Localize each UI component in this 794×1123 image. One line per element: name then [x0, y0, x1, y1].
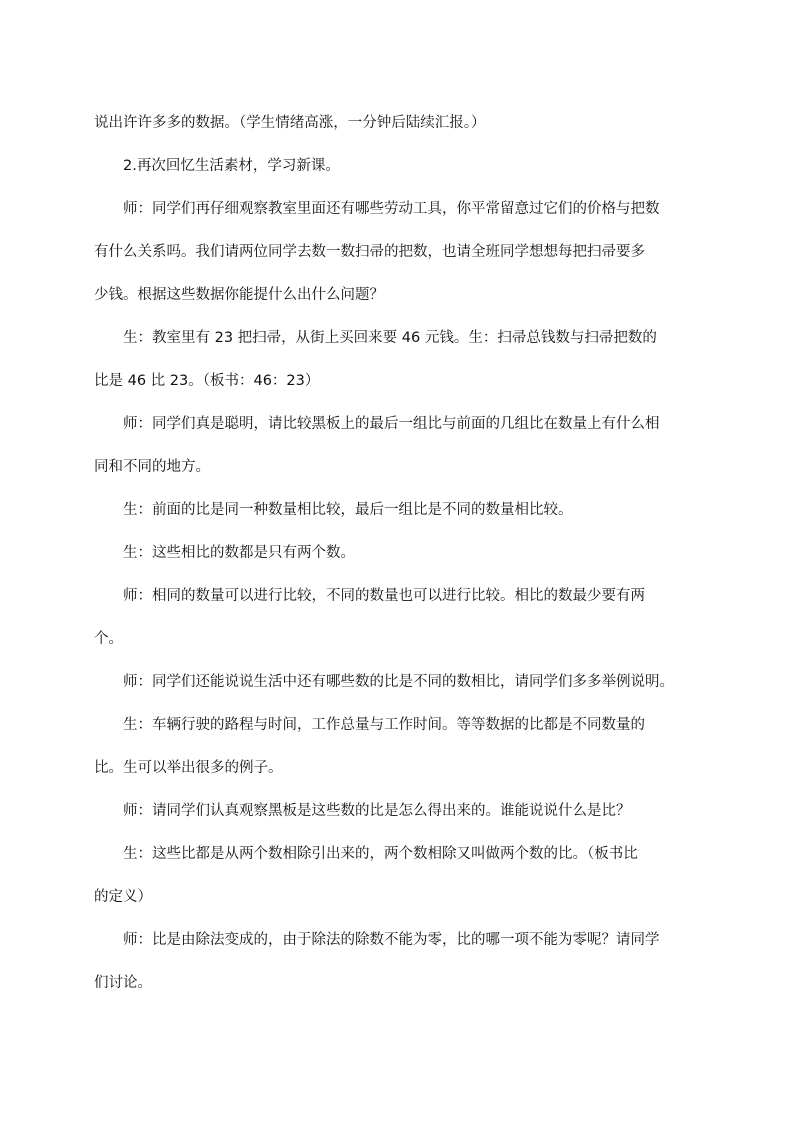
paragraph-teacher-3 [94, 575, 714, 661]
text-line: 生：前面的比是同一种数量相比较，最后一组比是不同的数量相比较。 [123, 502, 573, 518]
text-line: 师：相同的数量可以进行比较，不同的数量也可以进行比较。相比的数最少要有两 [123, 588, 645, 604]
text-line: 有什么关系吗。我们请两位同学去数一数扫帚的把数，也请全班同学想想每把扫帚要多 [94, 244, 645, 260]
text-line: 师：请同学们认真观察黑板是这些数的比是怎么得出来的。谁能说说什么是比？ [123, 803, 631, 819]
text-line: 们讨论。 [94, 975, 152, 991]
text-line: 师：比是由除法变成的，由于除法的除数不能为零，比的哪一项不能为零呢？请同学 [123, 932, 660, 948]
text-line: 个。 [94, 631, 123, 647]
paragraph-step-2 [94, 145, 714, 188]
paragraph-intro-continuation [94, 102, 714, 145]
paragraph-teacher-5 [94, 790, 714, 833]
text-line: 少钱。根据这些数据你能提什么出什么问题？ [94, 287, 384, 303]
text-line: 比是 46 比 23。（板书：46：23） [94, 373, 320, 389]
text-line: 生：车辆行驶的路程与时间，工作总量与工作时间。等等数据的比都是不同数量的 [123, 717, 645, 733]
text-line: 比。生可以举出很多的例子。 [94, 760, 283, 776]
text-line: 说出许许多多的数据。（学生情绪高涨，一分钟后陆续汇报。） [94, 115, 486, 131]
paragraph-teacher-2 [94, 403, 714, 489]
text-line: 生：这些比都是从两个数相除引出来的，两个数相除又叫做两个数的比。（板书比 [123, 846, 638, 862]
text-line: 生：这些相比的数都是只有两个数。 [123, 545, 355, 561]
paragraph-teacher-4 [94, 661, 714, 704]
paragraph-student-1 [94, 317, 714, 403]
paragraph-student-4 [94, 704, 714, 790]
text-line: 师：同学们再仔细观察教室里面还有哪些劳动工具，你平常留意过它们的价格与把数 [123, 201, 660, 217]
paragraph-teacher-1 [94, 188, 714, 317]
paragraph-student-5 [94, 833, 714, 919]
paragraph-teacher-6 [94, 919, 714, 1005]
document-body [94, 102, 714, 1005]
text-line: 2.再次回忆生活素材，学习新课。 [123, 158, 340, 174]
paragraph-student-3 [94, 532, 714, 575]
text-line: 的定义） [94, 889, 152, 905]
text-line: 生：教室里有 23 把扫帚，从街上买回来要 46 元钱。生：扫帚总钱数与扫帚把数的 [123, 330, 657, 346]
text-line: 师：同学们真是聪明，请比较黑板上的最后一组比与前面的几组比在数量上有什么相 [123, 416, 660, 432]
paragraph-student-2 [94, 489, 714, 532]
text-line: 同和不同的地方。 [94, 459, 210, 475]
text-line: 师：同学们还能说说生活中还有哪些数的比是不同的数相比，请同学们多多举例说明。 [123, 674, 674, 690]
